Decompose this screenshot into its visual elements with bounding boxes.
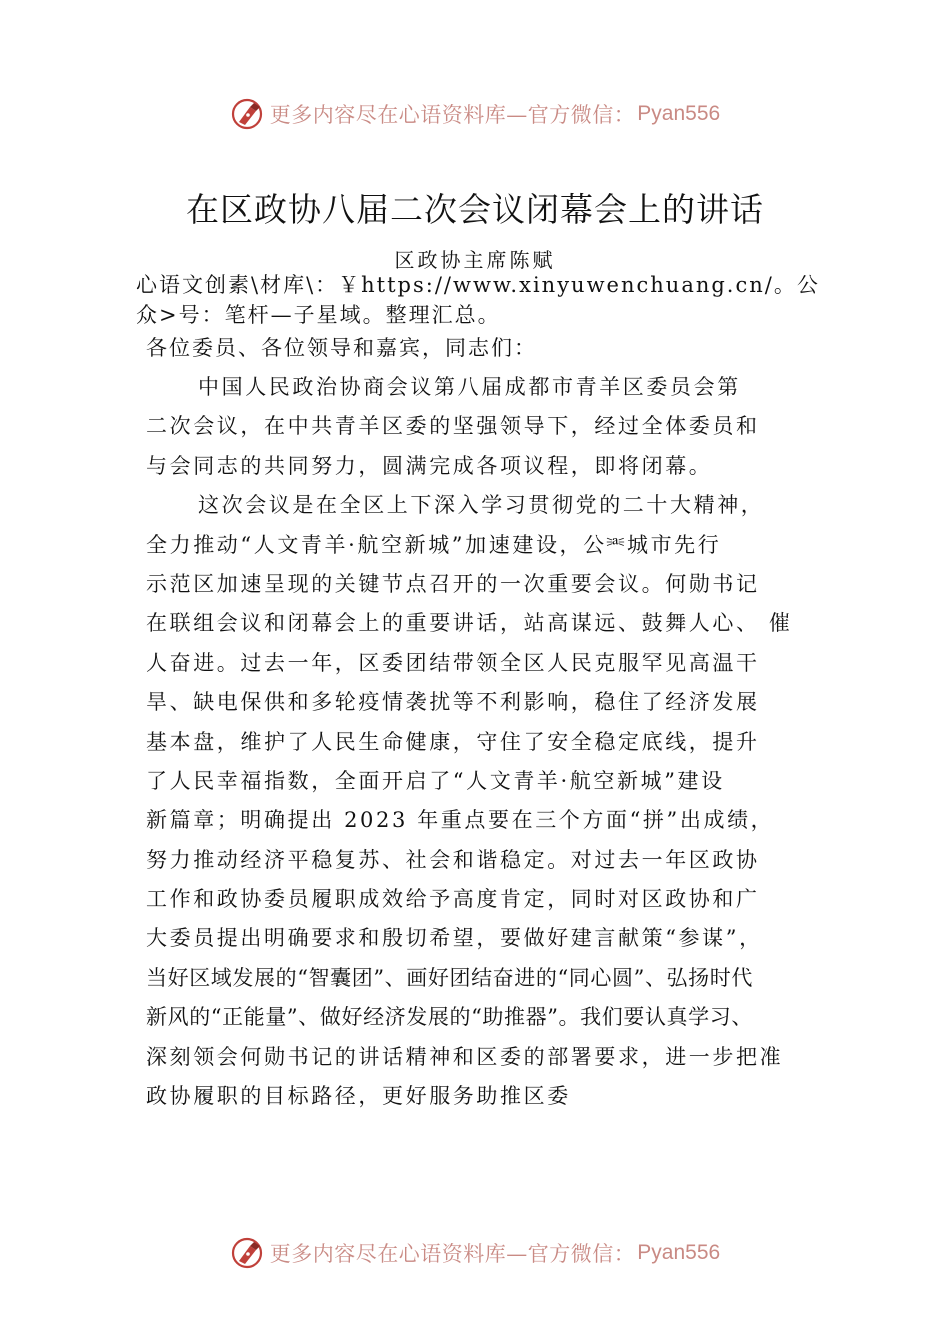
footer-banner-text: 更多内容尽在心语资料库—官方微信： — [269, 1242, 636, 1266]
source-note-line: 众>号：笔杆—子星域。整理汇总。 — [136, 303, 501, 327]
body-line: 这次会议是在全区上下深入学习贯彻党的二十大精神， — [198, 493, 765, 518]
document-author: 区政协主席陈赋 — [394, 248, 556, 272]
body-line: 新篇章；明确提出 2023 年重点要在三个方面“拼”出成绩， — [146, 808, 775, 833]
body-line: 二次会议，在中共青羊区委的坚强领导下，经过全体委员和 — [146, 414, 760, 439]
footer-banner — [0, 1233, 950, 1273]
document-title: 在区政协八届二次会议闭幕会上的讲话 — [186, 190, 764, 229]
body-line: 政协履职的目标路径，更好服务助推区委 — [146, 1084, 571, 1109]
body-line: 示范区加速呈现的关键节点召开的一次重要会议。何勋书记 — [146, 571, 760, 596]
pen-nib-logo-icon — [230, 1236, 264, 1270]
body-line: 与会同志的共同努力，圆满完成各项议程，即将闭幕。 — [146, 453, 713, 478]
body-line: 中国人民政治协商会议第八届成都市青羊区委员会第 — [198, 375, 741, 399]
body-line: 工作和政协委员履职成效给予高度肯定，同时对区政协和广 — [146, 887, 760, 912]
salutation: 各位委员、各位领导和嘉宾，同志们： — [146, 336, 537, 360]
body-line: 全力推动“人文青羊·航空新城”加速建设，公⎃城市先行 — [146, 532, 722, 557]
footer-banner-wechat-id: Pyan556 — [637, 1241, 721, 1264]
body-line: 旱、缺电保供和多轮疫情袭扰等不利影响，稳住了经济发展 — [146, 690, 760, 715]
header-banner-text: 更多内容尽在心语资料库—官方微信： — [269, 103, 636, 127]
header-banner — [0, 94, 950, 134]
source-note-line: 心语文创素\材库\：￥https://www.xinyuwenchuang.cn/。公 — [136, 273, 820, 297]
header-banner-wechat-id: Pyan556 — [637, 102, 721, 125]
body-line: 深刻领会何勋书记的讲话精神和区委的部署要求，进一步把准 — [146, 1044, 784, 1069]
source-note — [136, 270, 836, 330]
body-line: 大委员提出明确要求和殷切希望，要做好建言献策“参谋”， — [146, 926, 763, 951]
body-text — [146, 368, 846, 1116]
body-line: 人奋进。过去一年，区委团结带领全区人民克服罕见高温干 — [146, 650, 760, 675]
body-line: 努力推动经济平稳复苏、社会和谐稳定。对过去一年区政协 — [146, 847, 760, 872]
pen-nib-logo-icon — [230, 97, 264, 131]
body-line: 在联组会议和闭幕会上的重要讲话，站高谋远、鼓舞人心、 催 — [146, 611, 793, 636]
body-line: 当好区域发展的“智囊团”、画好团结奋进的“同心圆”、弘扬时代 — [146, 965, 753, 990]
body-line: 了人民幸福指数，全面开启了“人文青羊·航空新城”建设 — [146, 768, 725, 793]
body-line: 新风的“正能量”、做好经济发展的“助推器”。我们要认真学习、 — [146, 1005, 753, 1030]
body-line: 基本盘，维护了人民生命健康，守住了安全稳定底线，提升 — [146, 729, 760, 754]
